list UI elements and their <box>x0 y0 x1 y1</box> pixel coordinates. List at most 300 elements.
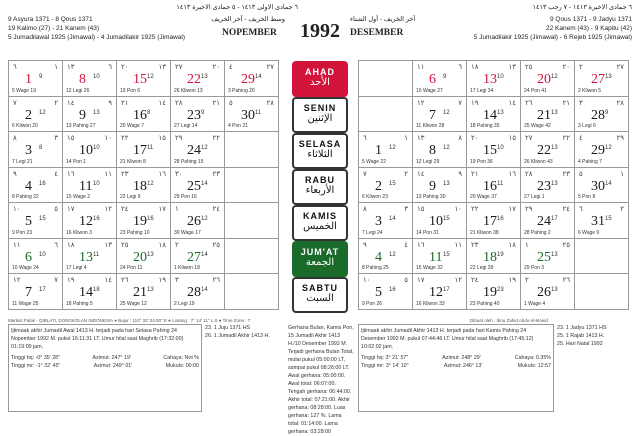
javanese-date: 12 Legi 29 <box>416 158 440 165</box>
javanese-date: 9 Pon 23 <box>12 229 33 236</box>
hijri-date-alt: ١٥ <box>158 135 166 142</box>
hijri-date: ١٢ <box>13 277 21 284</box>
hijri-date-alt: ١٩ <box>158 277 166 284</box>
hijri-date: ١٩ <box>67 277 75 284</box>
right-day-cell <box>575 168 629 204</box>
gregorian-date: 12 <box>429 285 443 300</box>
hijri-date: ٢٨ <box>525 170 533 178</box>
hijri-date: ٢١ <box>471 170 479 178</box>
right-day-cell <box>467 239 521 275</box>
hijri-date: ٢٠ <box>471 135 479 142</box>
hijri-date: ٢ <box>579 64 583 71</box>
gregorian-date: 9 <box>429 178 436 194</box>
javanese-date: 13 Pahing 30 <box>416 194 446 200</box>
gregorian-date: 31 <box>591 214 605 229</box>
hijri-date: ٢ <box>525 277 529 284</box>
sub-number: 12 <box>147 180 154 187</box>
hijri-date: ٧ <box>363 170 367 178</box>
javanese-date: 28 Pahing 15 <box>174 158 204 165</box>
hijri-date-alt: ١٢ <box>104 206 112 213</box>
sub-number: 10 <box>93 145 100 151</box>
weekday-latin: JUM'AT <box>300 247 340 257</box>
weekday-arabic: الإثنين <box>307 113 333 124</box>
hijri-date-alt: ١١ <box>104 170 112 178</box>
right-side-note <box>557 324 635 348</box>
gregorian-date: 17 <box>483 214 497 229</box>
sub-number: 19 <box>497 251 504 258</box>
gregorian-date: 18 <box>483 249 497 265</box>
hijri-date: ٨ <box>363 206 367 213</box>
javanese-date: 4 Pahing 7 <box>578 158 602 165</box>
gregorian-date: 21 <box>133 285 147 300</box>
right-day-cell <box>359 61 413 97</box>
left-day-cell <box>171 168 225 204</box>
left-day-cell <box>225 274 279 310</box>
hijri-date: ١٧ <box>67 206 75 213</box>
hijri-date-alt: ٢١ <box>212 99 220 107</box>
hijri-date-alt: ١٧ <box>158 206 166 213</box>
javanese-date: 21 Kliwon 8 <box>120 158 146 165</box>
sub-number: 13 <box>443 180 450 187</box>
hijri-date: ٧ <box>13 99 17 107</box>
gregorian-date: 15 <box>133 72 147 87</box>
sub-number: 17 <box>39 287 46 293</box>
hijri-date-alt: ٢٧ <box>266 64 274 71</box>
nopember-grid <box>8 60 279 310</box>
sub-number: 15 <box>39 216 46 222</box>
hijri-date-alt: ٦ <box>108 64 112 71</box>
hijri-date-alt: ١٢ <box>454 277 462 284</box>
hijri-date: ١٨ <box>67 241 75 249</box>
gregorian-date: 15 <box>483 143 497 158</box>
hijri-date-alt: ١٥ <box>508 135 516 142</box>
right-day-cell <box>467 274 521 310</box>
gregorian-date: 1 <box>375 143 382 158</box>
right-note-t1: Tinggi hq: 3° 21' 57" <box>361 355 409 361</box>
javanese-date: 26 Kliwon 43 <box>524 158 553 165</box>
weekday-arabic: الأحد <box>310 77 330 88</box>
sub-number: 16 <box>93 216 100 222</box>
weekday-kamis <box>292 205 348 241</box>
javanese-date: 1 Wage 4 <box>524 300 546 307</box>
gregorian-date: 4 <box>25 178 32 194</box>
gregorian-date: 7 <box>429 107 436 123</box>
javanese-date: 9 Pon 26 <box>362 300 383 307</box>
gregorian-date: 6 <box>429 72 436 87</box>
hijri-date-alt: ٦ <box>458 64 462 71</box>
javanese-date: 25 Wage 12 <box>120 300 147 307</box>
right-day-cell <box>521 168 575 204</box>
right-note-text: Ijtimaak akhir Jumadil Akhir 1413 H. terjadi pada hari Kamis Pahing 24 Desember 1992 M. pukul 07:44:46 LT. Umur hilal saat Maghrib (17:45:12) 10:02:02 jam. <box>361 328 534 350</box>
hijri-date: ٢٣ <box>121 170 129 178</box>
javanese-date: 23 Pahing 10 <box>120 229 150 236</box>
sub-number: 12 <box>201 145 208 151</box>
sub-number: 13 <box>551 251 558 258</box>
hijri-date: ٢٧ <box>525 135 533 142</box>
left-day-cell <box>225 97 279 133</box>
gregorian-date: 22 <box>537 143 551 158</box>
left-ijtimak-note <box>8 324 202 412</box>
javanese-date: 26 Kliwon 13 <box>174 87 203 94</box>
hijri-date: ٢٩ <box>175 135 183 142</box>
right-note-t6: Mukuts: 12:57 <box>517 363 551 369</box>
hijri-date-alt: ١٣ <box>104 241 112 249</box>
sub-number: 14 <box>255 74 262 80</box>
gregorian-date: 14 <box>483 107 497 123</box>
gregorian-date: 14 <box>79 285 93 300</box>
sub-number: 13 <box>551 287 558 293</box>
hijri-date: ٢٢ <box>471 206 479 213</box>
javanese-date: 5 Wage 19 <box>12 87 36 94</box>
left-day-cell <box>117 61 171 97</box>
javanese-date: 15 Wage 32 <box>416 265 443 271</box>
weekday-arabic: الخميس <box>303 221 337 232</box>
left-note-row1 <box>11 354 199 362</box>
left-day-cell <box>171 274 225 310</box>
hijri-date: ٢٠ <box>121 64 129 71</box>
right-day-cell <box>575 203 629 239</box>
gregorian-date: 4 <box>375 249 382 265</box>
hijri-date-alt: ١٨ <box>158 241 166 249</box>
right-day-cell <box>521 239 575 275</box>
weekday-arabic: الجمعة <box>305 257 335 268</box>
right-day-cell <box>359 239 413 275</box>
left-hijri-header: ٦ جمادى الاولى ١٤١٣ - ٥ جمادى الاخيرة ١٤١٣ <box>176 4 298 11</box>
hijri-date-alt: ١٣ <box>508 64 516 71</box>
javanese-date: 14 Pon 31 <box>416 229 439 236</box>
hijri-date: ٢٩ <box>525 206 533 213</box>
gregorian-date: 17 <box>133 143 147 158</box>
hijri-date: ١٨ <box>471 64 479 71</box>
right-day-cell <box>575 132 629 168</box>
sub-number: 16 <box>147 216 154 222</box>
hijri-date-alt: ٢ <box>404 170 408 178</box>
gregorian-date: 23 <box>187 107 201 123</box>
right-day-cell <box>413 61 467 97</box>
left-day-cell <box>9 61 63 97</box>
sub-number: 11 <box>147 145 154 151</box>
gregorian-date: 21 <box>537 107 551 123</box>
left-day-cell <box>9 239 63 275</box>
right-side-note-2: 25. 1 Rajab 1413 H. <box>557 333 605 339</box>
javanese-date: 27 Legi 1 <box>524 194 545 200</box>
sub-number: 13 <box>201 74 208 80</box>
javanese-date: 24 Pon 11 <box>120 265 143 271</box>
weekday-arabic: الأربعاء <box>305 185 335 196</box>
sub-number: 12 <box>551 74 558 80</box>
javanese-date: 29 Pon 16 <box>174 194 197 200</box>
sub-number: 13 <box>147 251 154 258</box>
hijri-date: ٩ <box>13 170 17 178</box>
weekday-latin: AHAD <box>305 67 335 77</box>
javanese-date: 22 Legi 9 <box>120 194 141 200</box>
javanese-date: 20 Wage 37 <box>470 194 497 200</box>
gregorian-date: 9 <box>79 107 86 123</box>
hijri-date: ١٧ <box>417 277 425 284</box>
gregorian-date: 16 <box>483 178 497 194</box>
right-day-cell <box>467 61 521 97</box>
right-day-cell <box>467 168 521 204</box>
javanese-date: 3 Pahing 20 <box>228 87 255 94</box>
weekday-latin: RABU <box>305 175 335 185</box>
hijri-date-alt: ٩ <box>108 99 112 107</box>
weekday-arabic: السبت <box>306 293 334 304</box>
hijri-date: ١١ <box>13 241 21 249</box>
hijri-date-alt: ٣ <box>404 206 408 213</box>
hijri-date: ١٤ <box>67 99 75 107</box>
gregorian-date: 16 <box>133 107 147 123</box>
sub-number: 9 <box>443 74 447 80</box>
hijri-date-alt: ٥ <box>54 206 58 213</box>
right-line1: 9 Qous 1371 - 9 Jadyu 1371 <box>549 16 632 23</box>
hijri-date: ٦ <box>13 64 17 71</box>
weekday-latin: KAMIS <box>303 211 337 221</box>
left-note-t5: Azimut: 249° 01' <box>93 363 133 369</box>
gregorian-date: 11 <box>429 249 443 265</box>
hijri-date: ٨ <box>13 135 17 142</box>
desember-grid <box>358 60 629 310</box>
javanese-date: 7 Legi 21 <box>12 158 33 165</box>
left-line1: 9 Asyura 1371 - 8 Qous 1371 <box>8 16 93 23</box>
left-note-t3: Cahaya: Not % <box>163 355 199 361</box>
javanese-date: 30 Wage 17 <box>174 229 201 236</box>
right-day-cell <box>521 61 575 97</box>
sub-number: 12 <box>443 109 450 116</box>
right-footer: Dibuat oleh : Ibnu Zahid Abdo el-Moeid <box>470 318 548 323</box>
gregorian-date: 7 <box>25 285 32 300</box>
hijri-date-alt: ٧ <box>54 277 58 284</box>
left-day-cell <box>63 239 117 275</box>
sub-number: 16 <box>39 180 46 187</box>
javanese-date: 13 Pahing 27 <box>66 123 96 129</box>
sub-number: 13 <box>551 180 558 187</box>
right-note-t2: Azimut: 248° 29' <box>442 355 481 361</box>
hijri-date: ٣٠ <box>175 170 183 178</box>
gregorian-date: 22 <box>187 72 201 87</box>
right-day-cell <box>413 132 467 168</box>
sub-number: 12 <box>39 109 46 116</box>
hijri-date: ٣ <box>579 99 583 107</box>
hijri-date-alt: ٢٠ <box>562 64 570 71</box>
hijri-date-alt: ٢١ <box>562 99 570 107</box>
gregorian-date: 12 <box>79 214 93 229</box>
sub-number: 17 <box>443 287 450 293</box>
left-note-t6: Mukuts: 00:00 <box>165 363 199 369</box>
javanese-date: 16 Kliwon 3 <box>66 229 92 236</box>
hijri-date-alt: ٢٦ <box>212 277 220 284</box>
sub-number: 14 <box>605 180 612 187</box>
hijri-date: ٢٦ <box>121 277 129 284</box>
sub-number: 14 <box>201 251 208 258</box>
hijri-date-alt: ٣ <box>54 135 58 142</box>
sub-number: 12 <box>443 145 450 151</box>
left-side-note-1: 23. 1 Juju 1371 HS <box>205 325 251 331</box>
right-day-cell <box>413 274 467 310</box>
sub-number: 15 <box>605 216 612 222</box>
javanese-date: 11 Kliwon 28 <box>416 123 445 129</box>
javanese-date: 5 Wage 22 <box>362 158 386 165</box>
right-day-cell <box>575 61 629 97</box>
left-day-cell <box>117 168 171 204</box>
right-day-cell <box>413 239 467 275</box>
hijri-date: ٢٥ <box>121 241 129 249</box>
left-day-cell <box>9 168 63 204</box>
hijri-date: ٥ <box>229 99 233 107</box>
hijri-date-alt: ١٦ <box>158 170 166 178</box>
right-day-cell <box>413 168 467 204</box>
javanese-date: 2 Kliwon 5 <box>578 87 602 94</box>
left-note-t1: Tinggi hq: -0° 35' 28" <box>11 355 60 361</box>
right-month-title: DESEMBER <box>350 28 404 38</box>
right-day-cell <box>467 203 521 239</box>
javanese-date: 23 Pahing 40 <box>470 300 500 307</box>
right-day-cell <box>521 97 575 133</box>
sub-number: 9 <box>605 109 609 116</box>
hijri-date: ٢٣ <box>471 241 479 249</box>
hijri-date-alt: ٤ <box>404 241 408 249</box>
gregorian-date: 6 <box>25 249 32 265</box>
gregorian-date: 8 <box>79 72 86 87</box>
left-day-cell <box>171 203 225 239</box>
javanese-date: 15 Wage 2 <box>66 194 90 200</box>
left-line3: 5 Jumadilawal 1925 (Jimawal) - 4 Jumadilakir 1925 (Jimawal) <box>8 34 186 41</box>
hijri-date-alt: ١ <box>620 170 624 178</box>
hijri-date-alt: ١٧ <box>508 206 516 213</box>
left-day-cell <box>117 132 171 168</box>
sub-number: 13 <box>497 109 504 116</box>
hijri-date-alt: ٥ <box>404 277 408 284</box>
gregorian-date: 13 <box>483 72 497 87</box>
gregorian-date: 2 <box>375 178 382 194</box>
hijri-date-alt: ٢٣ <box>562 170 570 178</box>
left-day-cell <box>171 239 225 275</box>
gregorian-date: 25 <box>537 249 551 265</box>
javanese-date: 12 Legi 26 <box>66 87 90 94</box>
right-day-cell <box>575 239 629 275</box>
hijri-date: ١١ <box>417 64 425 71</box>
left-day-cell <box>171 61 225 97</box>
right-day-cell <box>575 97 629 133</box>
hijri-date: ٤ <box>579 135 583 142</box>
javanese-date: 8 Pahing 22 <box>12 194 39 200</box>
hijri-date: ٦ <box>363 135 367 142</box>
javanese-date: 25 Wage 42 <box>524 123 551 129</box>
javanese-date: 6 Kliwon 23 <box>362 194 388 200</box>
sub-number: 17 <box>551 216 558 222</box>
right-hijri-header: ٦ جمادى الاخيرة ١٤١٣ - ٧ رجب ١٤١٣ <box>532 4 632 11</box>
right-note-t3: Cahaya: 0.35% <box>514 355 551 361</box>
hijri-date: ٢٦ <box>525 99 533 107</box>
gregorian-date: 28 <box>187 285 201 300</box>
left-season-ar: وسط الخريف - آخر الخريف <box>211 16 285 23</box>
hijri-date-alt: ١٠ <box>454 206 462 213</box>
hijri-date-alt: ٨ <box>458 135 462 142</box>
left-month-title: NOPEMBER <box>222 28 277 38</box>
right-day-cell <box>575 274 629 310</box>
javanese-date: 16 Kliwon 33 <box>416 300 445 307</box>
hijri-date-alt: ٢٥ <box>212 241 220 249</box>
gregorian-date: 1 <box>25 72 32 87</box>
right-day-cell <box>467 132 521 168</box>
javanese-date: 8 Pahing 25 <box>362 265 389 271</box>
sub-number: 11 <box>497 180 504 187</box>
hijri-date-alt: ٧ <box>458 99 462 107</box>
right-day-cell <box>521 132 575 168</box>
gregorian-date: 10 <box>79 143 93 158</box>
gregorian-date: 5 <box>375 285 382 300</box>
gregorian-date: 3 <box>375 214 382 229</box>
javanese-date: 10 Wage 27 <box>416 87 443 94</box>
left-day-cell <box>225 203 279 239</box>
right-day-cell <box>521 203 575 239</box>
left-day-cell <box>117 239 171 275</box>
hijri-date-alt: ١٤ <box>158 99 166 107</box>
hijri-date-alt: ١١ <box>454 241 462 249</box>
sub-number: 10 <box>93 74 100 80</box>
gregorian-date: 13 <box>79 249 93 265</box>
gregorian-date: 30 <box>241 107 255 123</box>
sub-number: 12 <box>201 216 208 222</box>
hijri-date: ٢١ <box>121 99 129 107</box>
hijri-date-alt: ١٩ <box>508 277 516 284</box>
javanese-date: 22 Legi 39 <box>470 265 494 271</box>
javanese-date: 6 Wage 9 <box>578 229 600 236</box>
left-day-cell <box>117 203 171 239</box>
hijri-date-alt: ٢٤ <box>562 206 570 213</box>
hijri-date: ٣ <box>175 277 179 284</box>
hijri-date-alt: ٢٤ <box>212 206 220 213</box>
sub-number: 10 <box>93 180 100 187</box>
hijri-date-alt: ٤ <box>54 170 58 178</box>
sub-number: 15 <box>389 180 396 187</box>
hijri-date-alt: ٢ <box>54 99 58 107</box>
left-day-cell <box>117 97 171 133</box>
left-day-cell <box>171 97 225 133</box>
javanese-date: 29 Pon 3 <box>524 265 545 271</box>
sub-number: 15 <box>443 216 450 222</box>
left-day-cell <box>63 168 117 204</box>
hijri-date-alt: ٢٨ <box>616 99 624 107</box>
hijri-date-alt: ٢٨ <box>266 99 274 107</box>
left-day-cell <box>63 274 117 310</box>
left-day-cell <box>63 132 117 168</box>
right-day-cell <box>359 274 413 310</box>
year-title: 1992 <box>300 20 340 42</box>
gregorian-date: 29 <box>591 143 605 158</box>
hijri-date-alt: ٢٢ <box>212 135 220 142</box>
sub-number: 13 <box>147 287 154 293</box>
javanese-date: 1 Kliwon 18 <box>174 265 200 271</box>
left-side-note <box>205 324 285 340</box>
left-line2: 19 Kalimo (27) - 21 Kanem (43) <box>8 25 100 32</box>
hijri-date-alt: ١٤ <box>104 277 112 284</box>
hijri-date: ٤ <box>229 64 233 71</box>
left-day-cell <box>225 132 279 168</box>
left-day-cell <box>225 61 279 97</box>
gregorian-date: 26 <box>187 214 201 229</box>
hijri-date-alt: ١ <box>404 135 408 142</box>
sub-number: 14 <box>201 180 208 187</box>
right-note-t5: Azimut: 246° 13' <box>443 363 483 369</box>
sub-number: 10 <box>497 145 504 151</box>
hijri-date: ٢ <box>175 241 179 249</box>
javanese-date: 21 Kliwon 38 <box>470 229 499 236</box>
hijri-date-alt: ١٦ <box>508 170 516 178</box>
hijri-date: ٢٤ <box>471 277 479 284</box>
right-day-cell <box>359 203 413 239</box>
right-side-note-1: 23. 1 Jadyu 1371 HS <box>557 325 607 331</box>
sub-number: 12 <box>389 251 396 258</box>
